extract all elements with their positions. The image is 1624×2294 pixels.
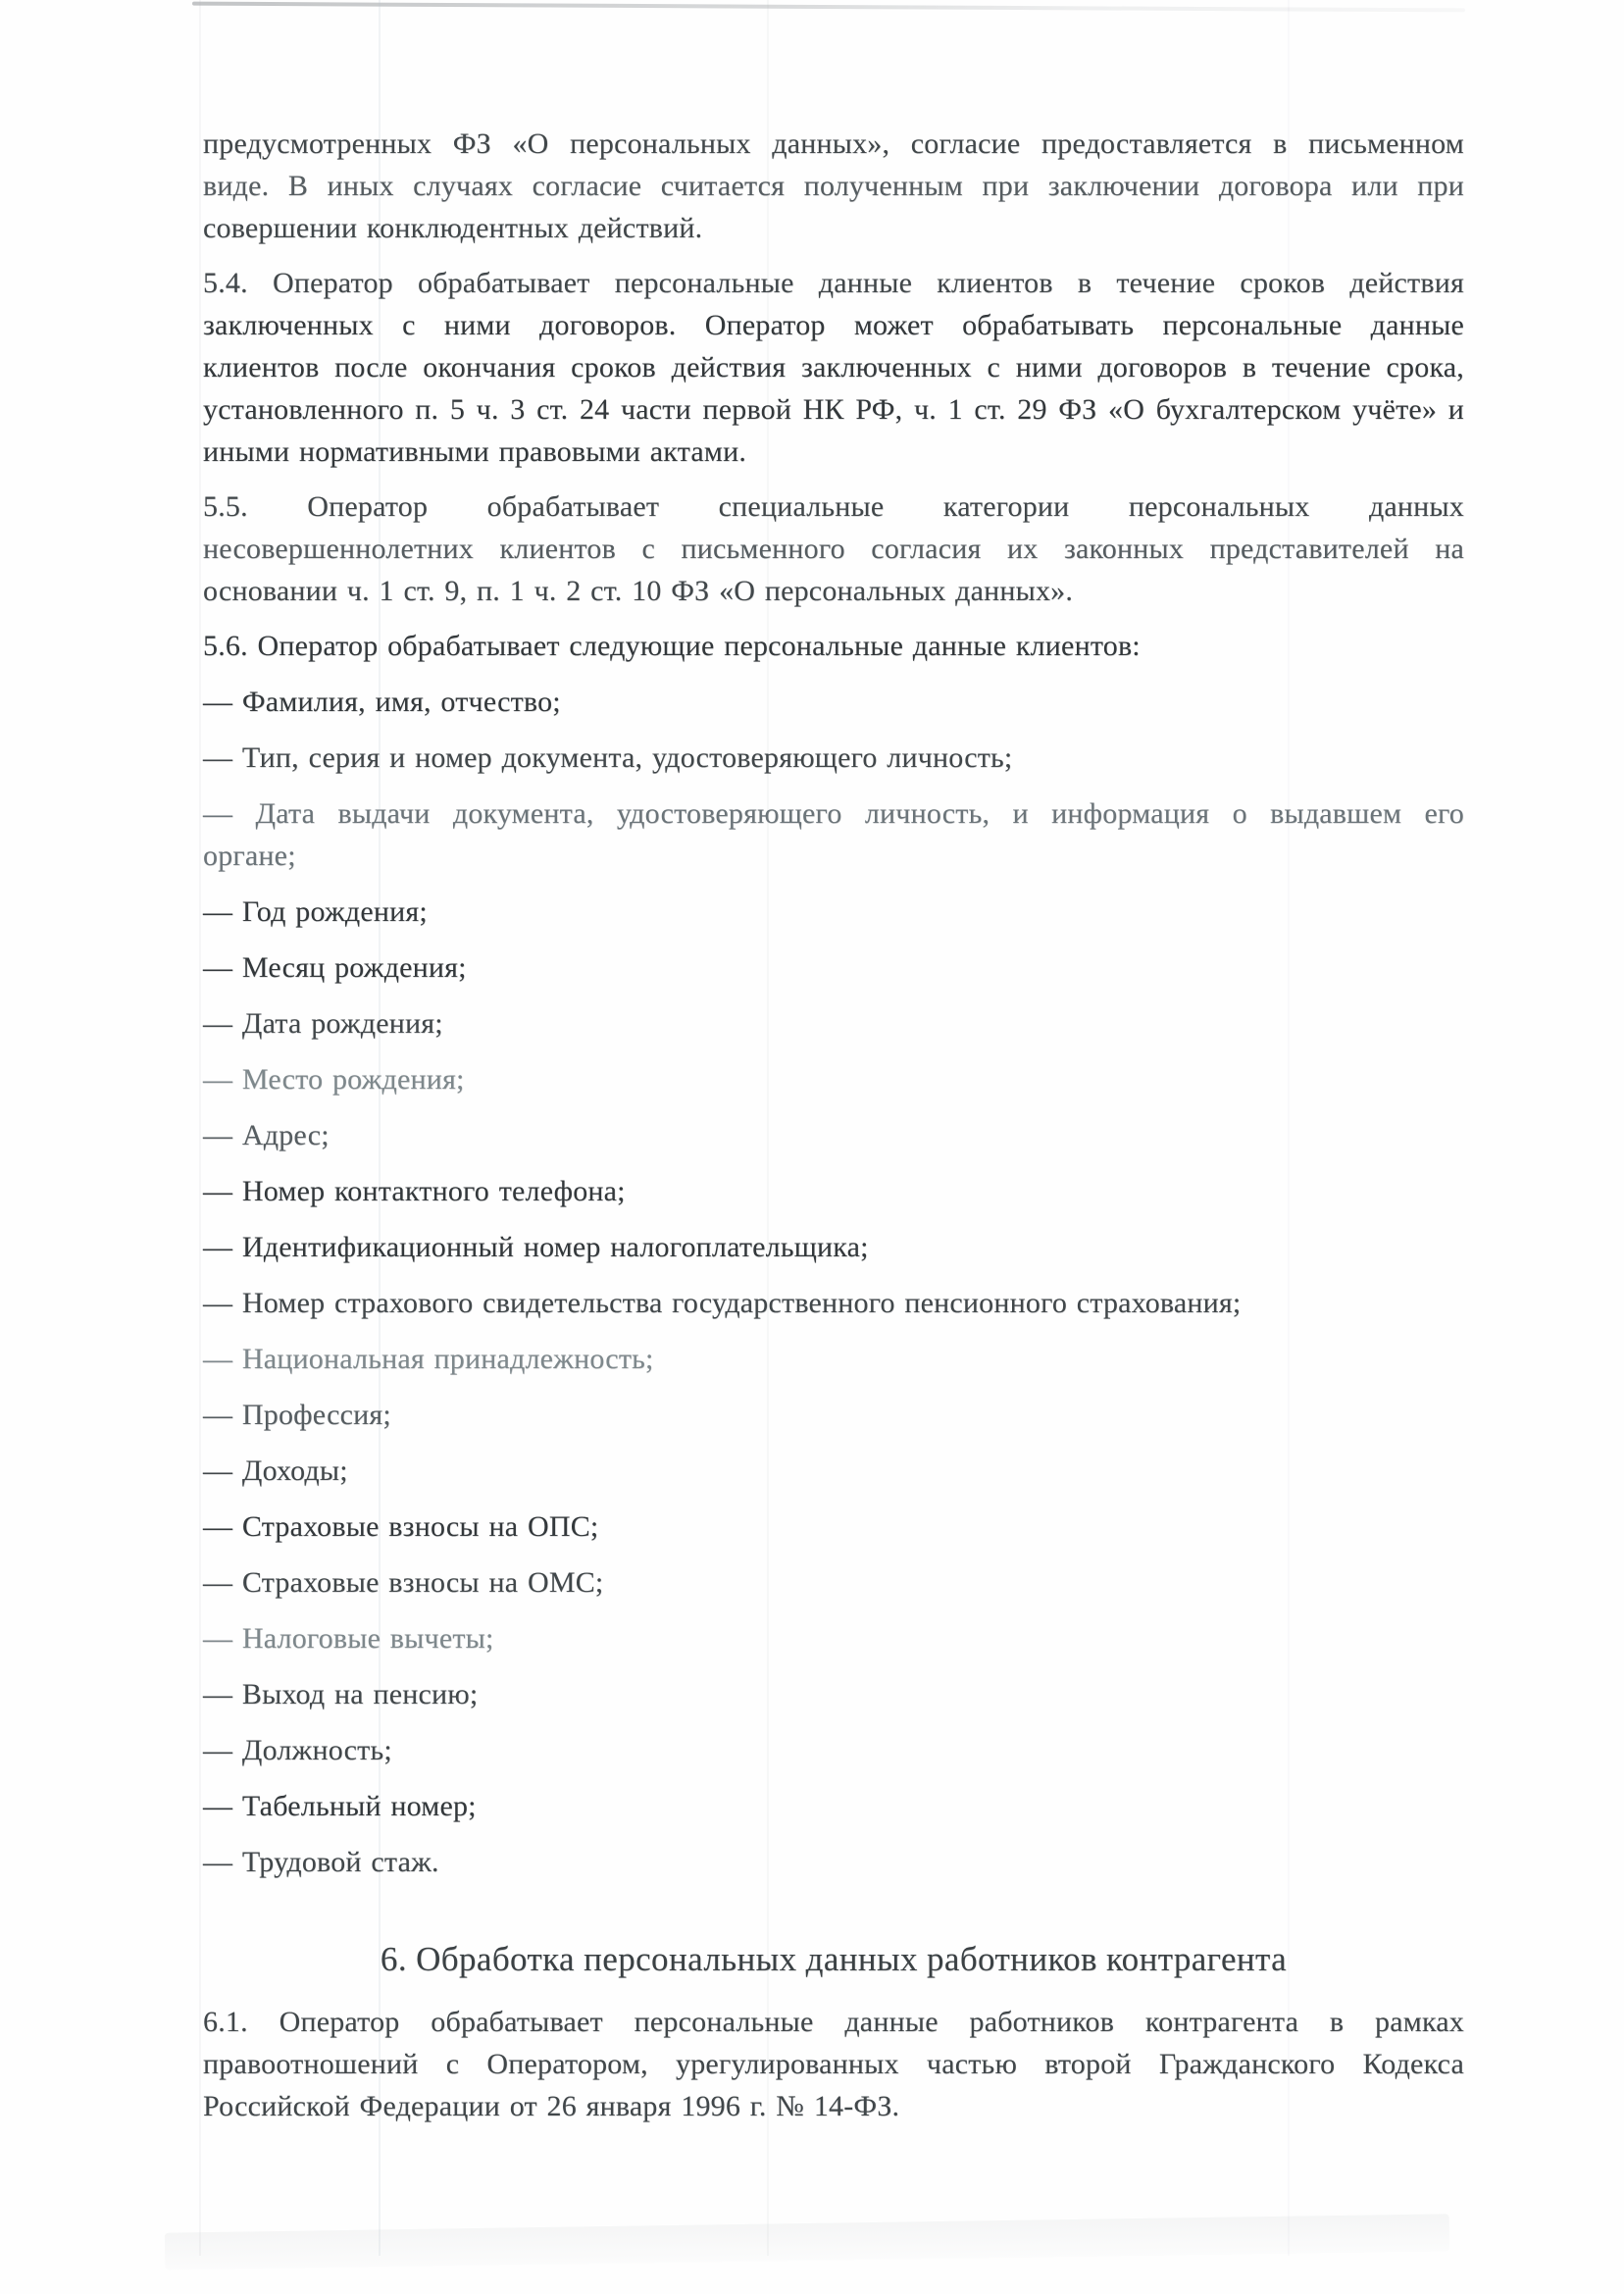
paragraph-5-6 [203,625,1464,667]
paragraph-intro [203,123,1464,249]
paragraph-5-4 [203,262,1464,473]
list-item-taxpayer-id: — Идентификационный номер налогоплательщика; [203,1231,869,1263]
list-item-birth-place: — Место рождения; [203,1063,465,1096]
list-item-id-document-issue-date-wrap: органе; [203,840,296,872]
paragraph-5-6-line-1: 5.6. Оператор обрабатывает следующие персональные данные клиентов: [203,630,1141,662]
paragraph-6-1-line-2: правоотношений с Оператором, урегулированных частью второй Гражданского Кодекса [203,2048,1464,2080]
list-item-birth-month: — Месяц рождения; [203,951,467,984]
paragraph-5-5-line-2: несовершеннолетних клиентов с письменного согласия их законных представителей на [203,533,1464,565]
paragraph-5-4-line-4: установленного п. 5 ч. 3 ст. 24 части первой НК РФ, ч. 1 ст. 29 ФЗ «О бухгалтерском учёте» и [203,393,1464,426]
list-item-work-experience: — Трудовой стаж. [203,1846,439,1878]
paragraph-5-5-line-3: основании ч. 1 ст. 9, п. 1 ч. 2 ст. 10 ФЗ «О персональных данных». [203,575,1074,607]
list-item-nationality: — Национальная принадлежность; [203,1343,654,1375]
list-item-address: — Адрес; [203,1119,330,1151]
list-item-tax-deductions: — Налоговые вычеты; [203,1622,494,1655]
paragraph-5-4-line-1: 5.4. Оператор обрабатывает персональные данные клиентов в течение сроков действия [203,267,1464,299]
list-item-pension-insurance-number: — Номер страхового свидетельства государственного пенсионного страхования; [203,1287,1242,1319]
paragraph-6-1-line-3: Российской Федерации от 26 января 1996 г. № 14-ФЗ. [203,2090,900,2122]
paragraph-6-1-line-1: 6.1. Оператор обрабатывает персональные данные работников контрагента в рамках [203,2006,1464,2038]
personal-data-list [203,681,1464,1883]
paragraph-5-4-line-3: клиентов после окончания сроков действия заключенных с ними договоров в течение срока, [203,351,1464,383]
section-6-heading: 6. Обработка персональных данных работников контрагента [380,1940,1288,1978]
list-item-personnel-number: — Табельный номер; [203,1790,477,1822]
paragraph-5-5 [203,485,1464,612]
paragraph-5-5-line-1: 5.5. Оператор обрабатывает специальные категории персональных данных [203,490,1464,523]
list-item-contact-phone: — Номер контактного телефона; [203,1175,626,1207]
paragraph-6-1 [203,2001,1464,2127]
paragraph-intro-line-1: предусмотренных ФЗ «О персональных данных», согласие предоставляется в письменном [203,127,1464,160]
paragraph-intro-line-3: совершении конклюдентных действий. [203,212,703,244]
paragraph-5-4-line-5: иными нормативными правовыми актами. [203,435,747,468]
list-item-oms-insurance-contributions: — Страховые взносы на ОМС; [203,1566,604,1599]
list-item-id-document-type-series-number: — Тип, серия и номер документа, удостоверяющего личность; [203,741,1013,774]
list-item-surname-name-patronymic: — Фамилия, имя, отчество; [203,686,561,718]
list-item-income: — Доходы; [203,1454,348,1487]
list-item-birth-year: — Год рождения; [203,895,428,928]
list-item-birth-date: — Дата рождения; [203,1007,443,1040]
list-item-ops-insurance-contributions: — Страховые взносы на ОПС; [203,1510,599,1543]
scan-edge-artifact-bottom [165,2214,1449,2269]
list-item-id-document-issue-date: — Дата выдачи документа, удостоверяющего личность, и информация о выдавшем его [203,797,1464,830]
paragraph-intro-line-2: виде. В иных случаях согласие считается полученным при заключении договора или при [203,170,1464,202]
list-item-position: — Должность; [203,1734,392,1766]
list-item-profession: — Профессия; [203,1399,391,1431]
paragraph-5-4-line-2: заключенных с ними договоров. Оператор может обрабатывать персональные данные [203,309,1464,341]
list-item-retirement: — Выход на пенсию; [203,1678,479,1710]
